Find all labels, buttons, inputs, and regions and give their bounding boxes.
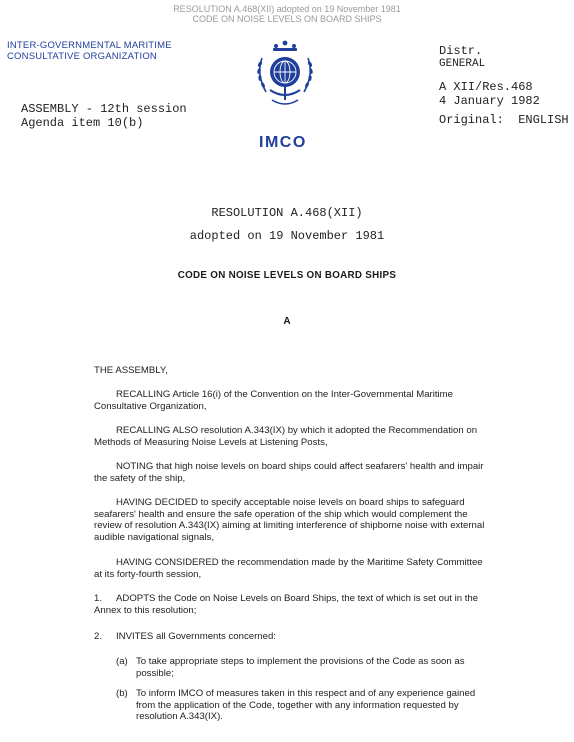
- distr-general: GENERAL: [439, 58, 486, 70]
- item-2a-label: (a): [116, 656, 128, 667]
- code-title: CODE ON NOISE LEVELS ON BOARD SHIPS: [177, 270, 397, 281]
- imco-emblem-icon: [252, 38, 318, 108]
- org-name-line1: INTER-GOVERNMENTAL MARITIME: [7, 40, 172, 51]
- part-heading: A: [283, 316, 291, 327]
- item-2b-label: (b): [116, 688, 128, 699]
- preamble-recalling: RECALLING Article 16(i) of the Convention on the Inter-Governmental Maritime Consultative Organization,: [94, 389, 453, 412]
- resolution-title: RESOLUTION A.468(XII): [211, 206, 363, 220]
- distr-label: Distr.: [439, 44, 483, 58]
- item-2-invites: INVITES all Governments concerned:: [116, 631, 276, 642]
- preamble-the-assembly: THE ASSEMBLY,: [94, 365, 168, 376]
- preamble-having-considered: HAVING CONSIDERED the recommendation made by the Maritime Safety Committee at its forty-fourth session,: [94, 557, 483, 580]
- imco-wordmark: IMCO: [259, 134, 307, 151]
- running-header-code: CODE ON NOISE LEVELS ON BOARD SHIPS: [192, 14, 382, 24]
- item-2-number: 2.: [94, 631, 103, 642]
- running-header-resolution: RESOLUTION A.468(XII) adopted on 19 November 1981: [173, 4, 401, 14]
- adoption-date: adopted on 19 November 1981: [189, 229, 385, 243]
- agenda-item: Agenda item 10(b): [21, 116, 144, 130]
- preamble-having-decided: HAVING DECIDED to specify acceptable noise levels on board ships to safeguard seafarers' health and ensure the safe operation of the ship which would complement the review of resolution A.343(IX) aiming at limiting interference of shipborne noise with external audible navigational signals,: [94, 497, 485, 543]
- document-date: 4 January 1982: [439, 94, 540, 108]
- item-1-text: ADOPTS the Code on Noise Levels on Board Ships, the text of which is set out in the Annex to this resolution;: [94, 593, 479, 616]
- item-2a-text: To take appropriate steps to implement the provisions of the Code as soon as possible;: [136, 656, 465, 679]
- preamble-noting: NOTING that high noise levels on board ships could affect seafarers' health and impair the safety of the ship,: [94, 461, 484, 484]
- document-symbol: A XII/Res.468: [439, 80, 533, 94]
- org-name-line2: CONSULTATIVE ORGANIZATION: [7, 51, 157, 62]
- assembly-session: ASSEMBLY - 12th session: [21, 102, 187, 116]
- item-2b-text: To inform IMCO of measures taken in this respect and of any experience gained from the application of the Code, together with any information requested by resolution A.343(IX).: [136, 688, 476, 723]
- preamble-recalling-also: RECALLING ALSO resolution A.343(IX) by which it adopted the Recommendation on Methods of Measuring Noise Levels at Listening Posts,: [94, 425, 478, 448]
- item-1-adopts: [94, 593, 486, 616]
- original-language: Original: ENGLISH: [439, 113, 569, 127]
- item-1-number: 1.: [94, 593, 103, 604]
